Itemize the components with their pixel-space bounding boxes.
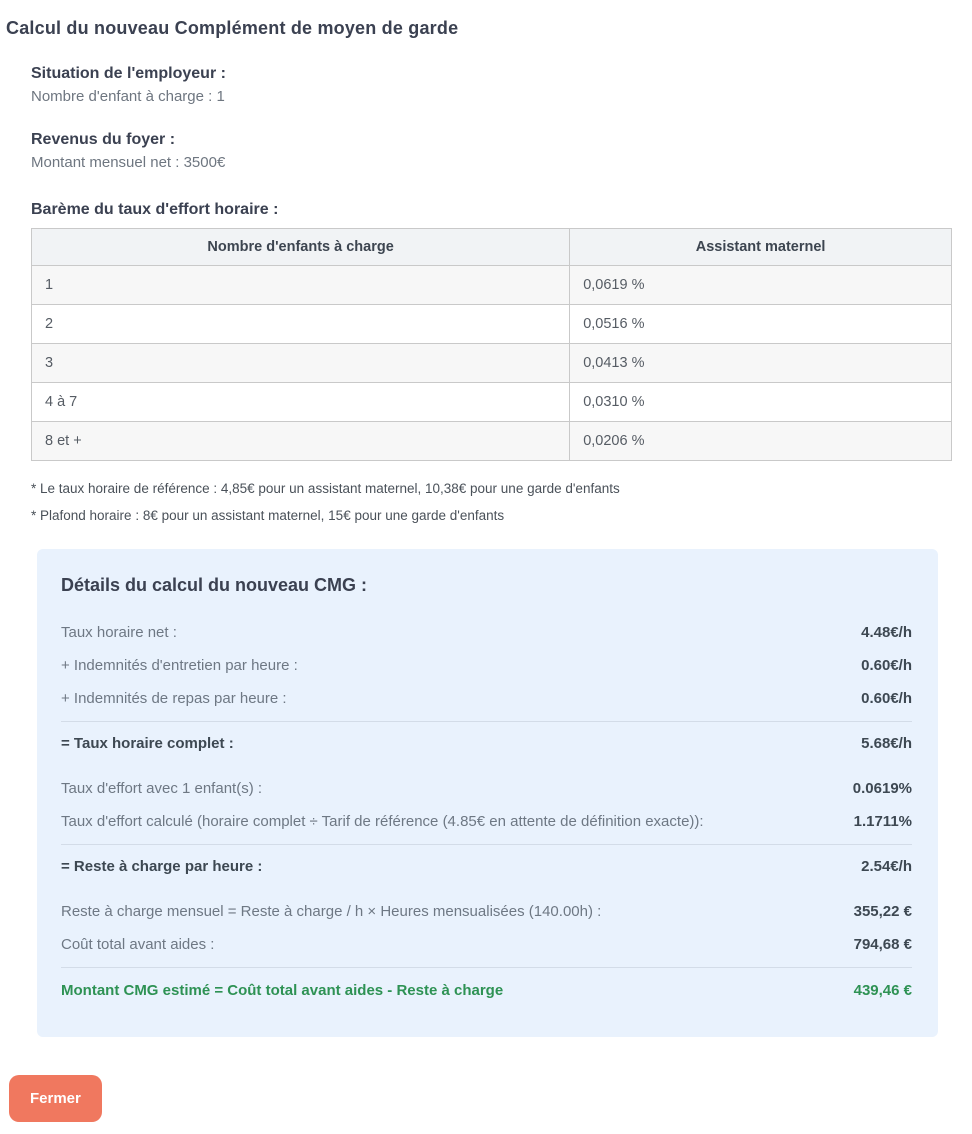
detail-row [61,772,912,805]
detail-row [61,805,912,838]
detail-row [61,895,912,928]
effort-rate-table-head [32,229,952,266]
table-cell: 0,0310 % [570,383,952,422]
table-row [32,344,952,383]
detail-label: + Indemnités de repas par heure : [61,690,287,708]
table-column-header: Nombre d'enfants à charge [32,229,570,266]
detail-row [61,616,912,649]
table-cell: 0,0516 % [570,305,952,344]
close-button[interactable]: Fermer [9,1075,102,1122]
table-cell: 4 à 7 [32,383,570,422]
detail-value: 0.0619% [852,780,912,798]
detail-row [61,844,912,883]
detail-label: Taux d'effort calculé (horaire complet ÷ Tarif de référence (4.85€ en attente de définition exacte)): [61,813,704,831]
detail-label: Taux d'effort avec 1 enfant(s) : [61,780,263,798]
footnote: * Plafond horaire : 8€ pour un assistant maternel, 15€ pour une garde d'enfants [31,507,505,523]
table-row [32,305,952,344]
detail-value: 1.1711% [853,813,912,831]
table-column-header: Assistant maternel [570,229,952,266]
table-row [32,383,952,422]
detail-value: 0.60€/h [861,657,912,675]
section-employer-situation [31,65,952,105]
cmg-details-panel [37,549,938,1037]
table-row [32,422,952,461]
detail-row [61,928,912,961]
table-cell: 0,0413 % [570,344,952,383]
detail-label: Coût total avant aides : [61,936,215,954]
footnote: * Le taux horaire de référence : 4,85€ pour un assistant maternel, 10,38€ pour une garde d'enfants [31,481,620,496]
detail-value: 0.60€/h [861,690,912,708]
detail-value: 5.68€/h [861,735,912,753]
table-footnotes [31,479,952,525]
page-content [31,65,952,1037]
table-cell: 1 [32,266,570,305]
detail-row [61,967,912,1007]
detail-label: Montant CMG estimé = Coût total avant aides - Reste à charge [61,982,504,1000]
table-cell: 8 et + [32,422,570,461]
detail-label: = Reste à charge par heure : [61,858,263,876]
detail-value: 355,22 € [853,903,912,921]
cmg-details-heading: Détails du calcul du nouveau CMG : [61,575,368,596]
table-cell: 3 [32,344,570,383]
table-header-row [32,229,952,266]
children-count-line: Nombre d'enfant à charge : 1 [31,88,225,105]
table-cell: 0,0206 % [570,422,952,461]
detail-row [61,649,912,682]
detail-row [61,682,912,715]
effort-rate-table-body [32,266,952,461]
section-effort-rate-scale [31,201,952,219]
detail-label: + Indemnités d'entretien par heure : [61,657,298,675]
effort-rate-scale-heading: Barème du taux d'effort horaire : [31,201,279,218]
monthly-net-amount-line: Montant mensuel net : 3500€ [31,154,226,171]
detail-label: Reste à charge mensuel = Reste à charge / h × Heures mensualisées (140.00h) : [61,903,602,921]
table-cell: 2 [32,305,570,344]
employer-situation-heading: Situation de l'employeur : [31,65,226,82]
table-row [32,266,952,305]
detail-label: Taux horaire net : [61,624,177,642]
detail-value: 4.48€/h [861,624,912,642]
detail-value: 2.54€/h [861,858,912,876]
detail-value: 439,46 € [853,982,912,1000]
effort-rate-table [31,228,952,461]
detail-value: 794,68 € [853,936,912,954]
detail-row [61,721,912,760]
cmg-details-rows [61,616,912,1007]
household-income-heading: Revenus du foyer : [31,131,176,148]
page-title: Calcul du nouveau Complément de moyen de garde [6,18,459,38]
detail-label: = Taux horaire complet : [61,735,234,753]
table-cell: 0,0619 % [570,266,952,305]
section-household-income [31,131,952,171]
